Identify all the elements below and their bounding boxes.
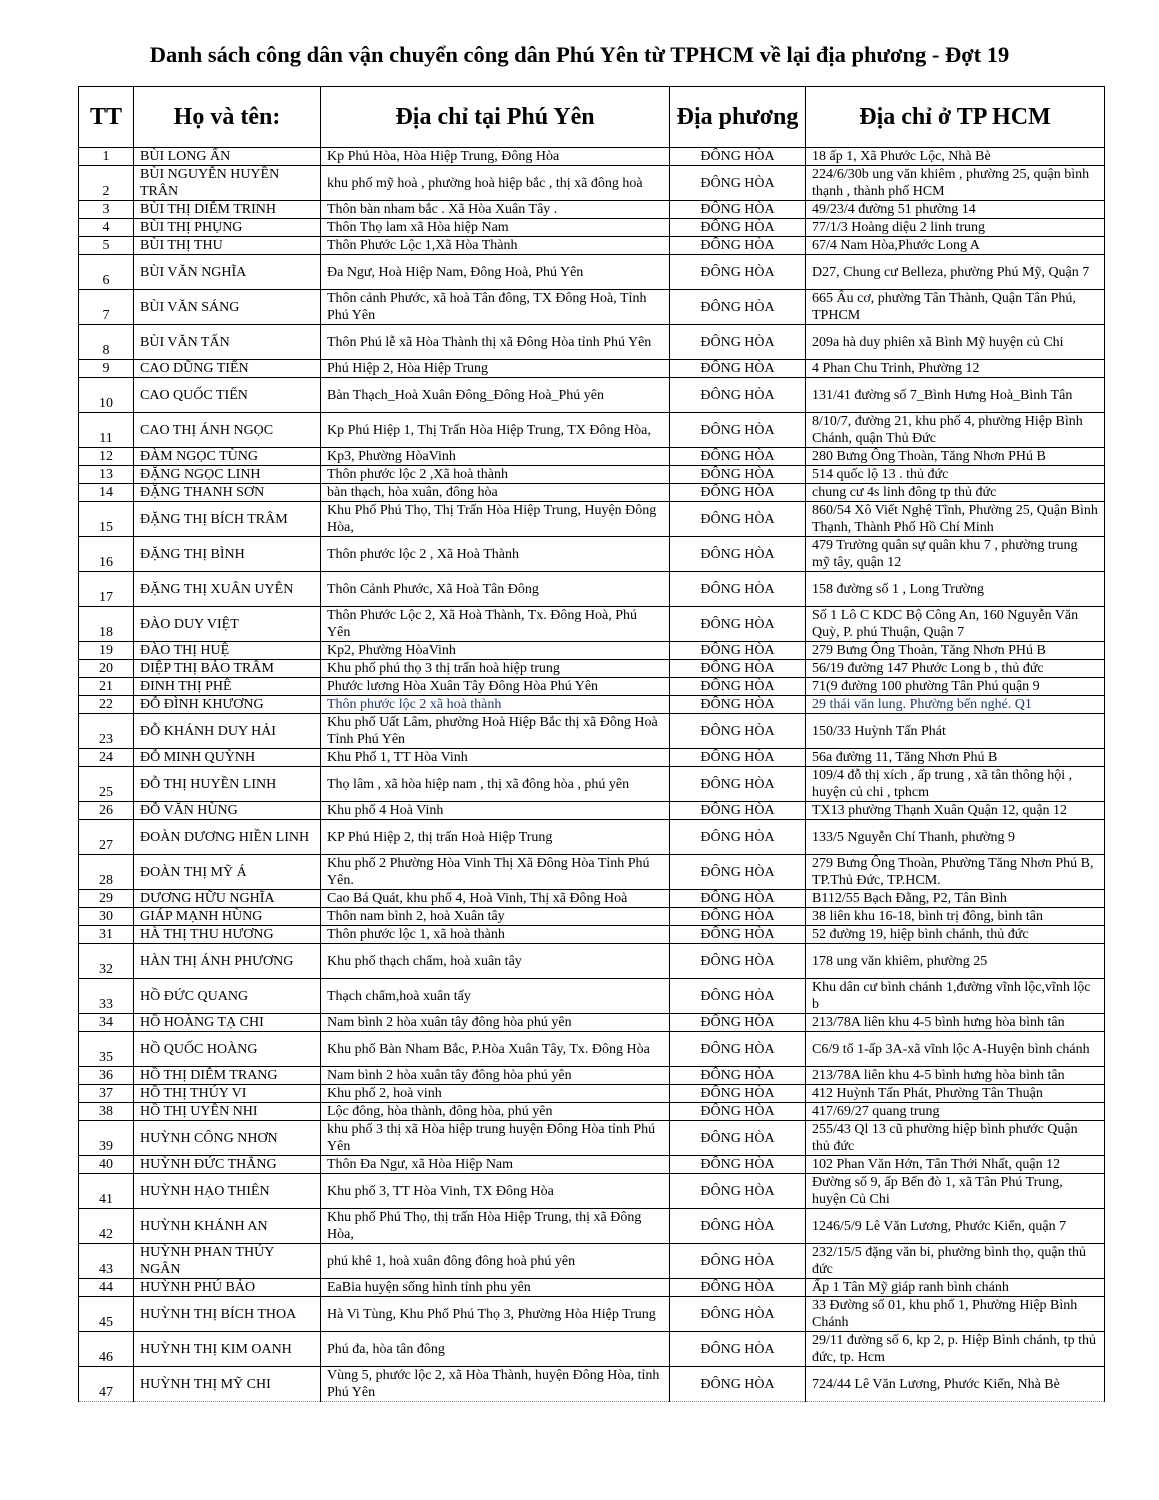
phu-yen-address: Khu phố 4 Hoà Vinh [321,802,670,820]
locality: ĐÔNG HÒA [670,413,806,448]
hcm-address: 213/78A liên khu 4-5 bình hưng hòa bình tân [806,1067,1105,1085]
table-row [79,944,1105,979]
row-number: 21 [79,678,134,696]
table-row [79,1085,1105,1103]
phu-yen-address: Khu phố Phú Thọ, thị trấn Hòa Hiệp Trung, thị xã Đông Hòa, [321,1209,670,1244]
phu-yen-address: Bàn Thạch_Hoà Xuân Đông_Đông Hoà_Phú yên [321,378,670,413]
hcm-address: 724/44 Lê Văn Lương, Phước Kiển, Nhà Bè [806,1367,1105,1402]
phu-yen-address: Thôn Phước Lộc 1,Xã Hòa Thành [321,237,670,255]
hcm-address: D27, Chung cư Belleza, phường Phú Mỹ, Quận 7 [806,255,1105,290]
row-number: 46 [79,1332,134,1367]
locality: ĐÔNG HÒA [670,290,806,325]
hcm-address: 52 đường 19, hiệp bình chánh, thủ đức [806,926,1105,944]
locality: ĐÔNG HÒA [670,749,806,767]
phu-yen-address: khu phố mỹ hoà , phường hoà hiệp bắc , thị xã đông hoà [321,166,670,201]
locality: ĐÔNG HÒA [670,607,806,642]
citizen-name: ĐÀO THỊ HUỆ [134,642,321,660]
citizen-name: HUỲNH THỊ MỸ CHI [134,1367,321,1402]
citizen-name: HUỲNH HẠO THIÊN [134,1174,321,1209]
table-row [79,537,1105,572]
row-number: 38 [79,1103,134,1121]
hcm-address: 67/4 Nam Hòa,Phước Long A [806,237,1105,255]
table-row [79,979,1105,1014]
locality: ĐÔNG HÒA [670,1297,806,1332]
table-row [79,1067,1105,1085]
table-row [79,201,1105,219]
locality: ĐÔNG HÒA [670,642,806,660]
hcm-address: 109/4 đỗ thị xích , ấp trung , xã tân thông hội , huyện củ chi , tphcm [806,767,1105,802]
phu-yen-address: Khu phố thạch chẩm, hoà xuân tây [321,944,670,979]
header-locality: Địa phương [670,87,806,148]
locality: ĐÔNG HÒA [670,1014,806,1032]
row-number: 15 [79,502,134,537]
citizen-name: ĐẶNG THỊ BÌNH [134,537,321,572]
hcm-address: 102 Phan Văn Hớn, Tân Thới Nhất, quận 12 [806,1156,1105,1174]
phu-yen-address: KP Phú Hiệp 2, thị trấn Hoà Hiệp Trung [321,820,670,855]
hcm-address: 18 ấp 1, Xã Phước Lộc, Nhà Bè [806,148,1105,166]
phu-yen-address: Phước lương Hòa Xuân Tây Đông Hòa Phú Yên [321,678,670,696]
hcm-address: 131/41 đường số 7_Bình Hưng Hoà_Bình Tân [806,378,1105,413]
phu-yen-address: Đa Ngư, Hoà Hiệp Nam, Đông Hoà, Phú Yên [321,255,670,290]
citizen-name: HUỲNH THỊ KIM OANH [134,1332,321,1367]
row-number: 47 [79,1367,134,1402]
locality: ĐÔNG HÒA [670,237,806,255]
citizen-name: ĐẶNG NGỌC LINH [134,466,321,484]
locality: ĐÔNG HÒA [670,1367,806,1402]
hcm-address: 29 thái văn lung. Phường bến nghé. Q1 [806,696,1105,714]
table-row [79,802,1105,820]
citizen-name: ĐỖ ĐÌNH KHƯƠNG [134,696,321,714]
citizen-name: HỒ THỊ UYÊN NHI [134,1103,321,1121]
hcm-address: 77/1/3 Hoàng diệu 2 linh trung [806,219,1105,237]
row-number: 3 [79,201,134,219]
citizen-name: BÙI VĂN TẤN [134,325,321,360]
row-number: 42 [79,1209,134,1244]
phu-yen-address: Thôn Cảnh Phước, Xã Hoà Tân Đông [321,572,670,607]
citizen-name: BÙI THỊ PHỤNG [134,219,321,237]
citizen-name: CAO QUỐC TIẾN [134,378,321,413]
hcm-address: B112/55 Bạch Đằng, P2, Tân Bình [806,890,1105,908]
row-number: 19 [79,642,134,660]
table-row [79,466,1105,484]
table-row [79,1332,1105,1367]
citizen-name: HUỲNH PHÚ BẢO [134,1279,321,1297]
hcm-address: 232/15/5 đặng văn bi, phường bình thọ, quận thủ đức [806,1244,1105,1279]
citizen-name: HUỲNH PHAN THÚY NGÂN [134,1244,321,1279]
hcm-address: 280 Bưng Ông Thoàn, Tăng Nhơn PHú B [806,448,1105,466]
hcm-address: 4 Phan Chu Trinh, Phường 12 [806,360,1105,378]
table-row [79,1279,1105,1297]
table-row [79,1297,1105,1332]
citizen-name: ĐỖ KHÁNH DUY HẢI [134,714,321,749]
hcm-address: Đường số 9, ấp Bến đò 1, xã Tân Phú Trung, huyện Củ Chi [806,1174,1105,1209]
hcm-address: 479 Trường quân sự quân khu 7 , phường trung mỹ tây, quận 12 [806,537,1105,572]
citizen-name: GIÁP MẠNH HÙNG [134,908,321,926]
phu-yen-address: Phú đa, hòa tân đông [321,1332,670,1367]
phu-yen-address: Thôn phước lộc 2 xã hoà thành [321,696,670,714]
table-row [79,1209,1105,1244]
hcm-address: 133/5 Nguyễn Chí Thanh, phường 9 [806,820,1105,855]
table-row [79,767,1105,802]
table-row [79,660,1105,678]
citizen-name: BÙI VĂN NGHĨA [134,255,321,290]
hcm-address: 1246/5/9 Lê Văn Lương, Phước Kiển, quận 7 [806,1209,1105,1244]
table-row [79,714,1105,749]
table-row [79,1032,1105,1067]
citizen-name: ĐẶNG THỊ BÍCH TRÂM [134,502,321,537]
row-number: 20 [79,660,134,678]
hcm-address: 38 liên khu 16-18, bình trị đông, bình tân [806,908,1105,926]
row-number: 22 [79,696,134,714]
locality: ĐÔNG HÒA [670,890,806,908]
row-number: 13 [79,466,134,484]
hcm-address: C6/9 tổ 1-ấp 3A-xã vĩnh lộc A-Huyện bình chánh [806,1032,1105,1067]
row-number: 10 [79,378,134,413]
phu-yen-address: Thôn nam bình 2, hoà Xuân tây [321,908,670,926]
table-row [79,820,1105,855]
citizen-name: ĐẶNG THANH SƠN [134,484,321,502]
citizen-name: BÙI NGUYỄN HUYỀN TRÂN [134,166,321,201]
page-title: Danh sách công dân vận chuyển công dân Phú Yên từ TPHCM về lại địa phương - Đợt 19 [149,42,1010,67]
citizen-name: ĐÀM NGỌC TÙNG [134,448,321,466]
row-number: 29 [79,890,134,908]
locality: ĐÔNG HÒA [670,908,806,926]
phu-yen-address: khu phố 3 thị xã Hòa hiệp trung huyện Đông Hòa tỉnh Phú Yên [321,1121,670,1156]
row-number: 1 [79,148,134,166]
table-row [79,360,1105,378]
phu-yen-address: Cao Bá Quát, khu phố 4, Hoà Vinh, Thị xã Đông Hoà [321,890,670,908]
citizen-name: ĐỖ MINH QUỲNH [134,749,321,767]
phu-yen-address: phú khê 1, hoà xuân đông đông hoà phú yên [321,1244,670,1279]
locality: ĐÔNG HÒA [670,484,806,502]
phu-yen-address: Khu phố 2, hoà vinh [321,1085,670,1103]
locality: ĐÔNG HÒA [670,979,806,1014]
row-number: 39 [79,1121,134,1156]
locality: ĐÔNG HÒA [670,1032,806,1067]
row-number: 34 [79,1014,134,1032]
phu-yen-address: Kp3, Phường HòaVinh [321,448,670,466]
table-row [79,290,1105,325]
locality: ĐÔNG HÒA [670,378,806,413]
hcm-address: 29/11 đường số 6, kp 2, p. Hiệp Bình chánh, tp thủ đức, tp. Hcm [806,1332,1105,1367]
locality: ĐÔNG HÒA [670,148,806,166]
table-row [79,166,1105,201]
phu-yen-address: Thôn bàn nham bắc . Xã Hòa Xuân Tây . [321,201,670,219]
citizen-name: BÙI VĂN SÁNG [134,290,321,325]
hcm-address: chung cư 4s linh đông tp thủ đức [806,484,1105,502]
phu-yen-address: Nam bình 2 hòa xuân tây đông hòa phú yên [321,1067,670,1085]
locality: ĐÔNG HÒA [670,201,806,219]
header-address: Địa chỉ tại Phú Yên [321,87,670,148]
table-row [79,908,1105,926]
citizen-name: ĐOÀN THỊ MỸ Á [134,855,321,890]
row-number: 25 [79,767,134,802]
phu-yen-address: Phú Hiệp 2, Hòa Hiệp Trung [321,360,670,378]
citizen-name: HỒ QUỐC HOÀNG [134,1032,321,1067]
locality: ĐÔNG HÒA [670,325,806,360]
citizen-name: ĐINH THỊ PHÊ [134,678,321,696]
hcm-address: 49/23/4 đường 51 phường 14 [806,201,1105,219]
locality: ĐÔNG HÒA [670,1103,806,1121]
hcm-address: 279 Bưng Ông Thoàn, Phường Tăng Nhơn Phú B, TP.Thủ Đức, TP.HCM. [806,855,1105,890]
locality: ĐÔNG HÒA [670,572,806,607]
row-number: 12 [79,448,134,466]
table-row [79,855,1105,890]
phu-yen-address: Thạch chẩm,hoà xuân tấy [321,979,670,1014]
hcm-address: 255/43 Ql 13 cũ phường hiệp bình phước Quận thủ đức [806,1121,1105,1156]
row-number: 37 [79,1085,134,1103]
locality: ĐÔNG HÒA [670,166,806,201]
row-number: 45 [79,1297,134,1332]
row-number: 14 [79,484,134,502]
citizen-name: DƯƠNG HỮU NGHĨA [134,890,321,908]
row-number: 9 [79,360,134,378]
table-row [79,1014,1105,1032]
phu-yen-address: Thôn phước lộc 1, xã hoà thành [321,926,670,944]
row-number: 27 [79,820,134,855]
locality: ĐÔNG HÒA [670,696,806,714]
phu-yen-address: EaBia huyện sống hình tỉnh phu yên [321,1279,670,1297]
table-row [79,484,1105,502]
row-number: 24 [79,749,134,767]
citizen-name: HUỲNH KHÁNH AN [134,1209,321,1244]
table-row [79,926,1105,944]
hcm-address: 178 ung văn khiêm, phường 25 [806,944,1105,979]
locality: ĐÔNG HÒA [670,1244,806,1279]
phu-yen-address: Thôn cảnh Phước, xã hoà Tân đông, TX Đông Hoà, Tỉnh Phú Yên [321,290,670,325]
citizen-name: HUỲNH ĐỨC THẮNG [134,1156,321,1174]
table-row [79,678,1105,696]
hcm-address: 8/10/7, đường 21, khu phố 4, phường Hiệp Bình Chánh, quận Thủ Đức [806,413,1105,448]
hcm-address: Số 1 Lô C KDC Bộ Công An, 160 Nguyễn Văn Quỳ, P. phú Thuận, Quận 7 [806,607,1105,642]
citizen-name: HÀ THỊ THU HƯƠNG [134,926,321,944]
hcm-address: TX13 phường Thạnh Xuân Quận 12, quận 12 [806,802,1105,820]
phu-yen-address: Khu Phố 1, TT Hòa Vinh [321,749,670,767]
table-row [79,413,1105,448]
phu-yen-address: Khu Phố Phú Thọ, Thị Trấn Hòa Hiệp Trung, Huyện Đông Hòa, [321,502,670,537]
hcm-address: 150/33 Huỳnh Tấn Phát [806,714,1105,749]
locality: ĐÔNG HÒA [670,767,806,802]
table-row [79,1121,1105,1156]
row-number: 4 [79,219,134,237]
row-number: 17 [79,572,134,607]
phu-yen-address: Lộc đông, hòa thành, đông hòa, phú yên [321,1103,670,1121]
citizen-name: CAO THỊ ÁNH NGỌC [134,413,321,448]
table-row [79,1103,1105,1121]
citizen-name: CAO DŨNG TIẾN [134,360,321,378]
phu-yen-address: Khu phố 3, TT Hòa Vinh, TX Đông Hòa [321,1174,670,1209]
row-number: 32 [79,944,134,979]
locality: ĐÔNG HÒA [670,1332,806,1367]
locality: ĐÔNG HÒA [670,466,806,484]
row-number: 31 [79,926,134,944]
table-body [79,148,1105,1402]
phu-yen-address: Kp Phú Hiệp 1, Thị Trấn Hòa Hiệp Trung, TX Đông Hòa, [321,413,670,448]
table-row [79,696,1105,714]
row-number: 7 [79,290,134,325]
locality: ĐÔNG HÒA [670,537,806,572]
row-number: 6 [79,255,134,290]
locality: ĐÔNG HÒA [670,714,806,749]
citizen-name: HÀN THỊ ÁNH PHƯƠNG [134,944,321,979]
citizen-name: ĐOÀN DƯƠNG HIỀN LINH [134,820,321,855]
locality: ĐÔNG HÒA [670,219,806,237]
table-row [79,890,1105,908]
citizen-name: ĐỖ THỊ HUYỀN LINH [134,767,321,802]
hcm-address: 514 quốc lộ 13 . thủ đức [806,466,1105,484]
phu-yen-address: Hà Vi Tùng, Khu Phố Phú Thọ 3, Phường Hòa Hiệp Trung [321,1297,670,1332]
locality: ĐÔNG HÒA [670,660,806,678]
hcm-address: 56a đường 11, Tăng Nhơn Phú B [806,749,1105,767]
locality: ĐÔNG HÒA [670,944,806,979]
hcm-address: Khu dân cư bình chánh 1,đường vĩnh lộc,vĩnh lộc b [806,979,1105,1014]
phu-yen-address: Nam bình 2 hòa xuân tây đông hòa phú yên [321,1014,670,1032]
row-number: 2 [79,166,134,201]
locality: ĐÔNG HÒA [670,1156,806,1174]
hcm-address: 213/78A liên khu 4-5 bình hưng hòa bình tân [806,1014,1105,1032]
citizen-table [78,86,1105,1402]
phu-yen-address: Thôn phước lộc 2 , Xã Hoà Thành [321,537,670,572]
row-number: 28 [79,855,134,890]
row-number: 26 [79,802,134,820]
row-number: 16 [79,537,134,572]
citizen-name: ĐÀO DUY VIỆT [134,607,321,642]
phu-yen-address: Khu phố phú thọ 3 thị trấn hoà hiệp trung [321,660,670,678]
citizen-name: HỒ HOÀNG TẠ CHI [134,1014,321,1032]
row-number: 23 [79,714,134,749]
citizen-name: HỒ THỊ THÚY VI [134,1085,321,1103]
hcm-address: 56/19 đường 147 Phước Long b , thủ đức [806,660,1105,678]
row-number: 36 [79,1067,134,1085]
header-hcm-address: Địa chỉ ở TP HCM [806,87,1105,148]
hcm-address: 417/69/27 quang trung [806,1103,1105,1121]
table-row [79,642,1105,660]
table-row [79,448,1105,466]
row-number: 40 [79,1156,134,1174]
row-number: 41 [79,1174,134,1209]
row-number: 44 [79,1279,134,1297]
hcm-address: 412 Huỳnh Tấn Phát, Phường Tân Thuận [806,1085,1105,1103]
citizen-name: BÙI THỊ DIỄM TRINH [134,201,321,219]
row-number: 35 [79,1032,134,1067]
locality: ĐÔNG HÒA [670,1085,806,1103]
table-row [79,325,1105,360]
phu-yen-address: Thôn Phú lễ xã Hòa Thành thị xã Đông Hòa tỉnh Phú Yên [321,325,670,360]
hcm-address: Ấp 1 Tân Mỹ giáp ranh bình chánh [806,1279,1105,1297]
locality: ĐÔNG HÒA [670,502,806,537]
hcm-address: 279 Bưng Ông Thoàn, Tăng Nhơn PHú B [806,642,1105,660]
table-row [79,219,1105,237]
locality: ĐÔNG HÒA [670,1279,806,1297]
hcm-address: 209a hà duy phiên xã Bình Mỹ huyện củ Chi [806,325,1105,360]
phu-yen-address: Thôn Thọ lam xã Hòa hiệp Nam [321,219,670,237]
citizen-name: HỒ THỊ DIỄM TRANG [134,1067,321,1085]
row-number: 43 [79,1244,134,1279]
hcm-address: 158 đường số 1 , Long Trường [806,572,1105,607]
phu-yen-address: Thọ lâm , xã hòa hiệp nam , thị xã đông hòa , phú yên [321,767,670,802]
phu-yen-address: Khu phố Uất Lâm, phường Hoà Hiệp Bắc thị xã Đông Hoà Tỉnh Phú Yên [321,714,670,749]
table-row [79,1174,1105,1209]
phu-yen-address: Thôn Đa Ngư, xã Hòa Hiệp Nam [321,1156,670,1174]
table-header-row [79,87,1105,148]
locality: ĐÔNG HÒA [670,1174,806,1209]
row-number: 8 [79,325,134,360]
citizen-name: ĐẶNG THỊ XUÂN UYÊN [134,572,321,607]
locality: ĐÔNG HÒA [670,1121,806,1156]
locality: ĐÔNG HÒA [670,255,806,290]
hcm-address: 224/6/30b ung văn khiêm , phường 25, quận bình thạnh , thành phố HCM [806,166,1105,201]
table-row [79,1244,1105,1279]
phu-yen-address: Thôn Phước Lộc 2, Xã Hoà Thành, Tx. Đông Hoà, Phú Yên [321,607,670,642]
table-row [79,148,1105,166]
hcm-address: 71(9 đường 100 phường Tân Phú quận 9 [806,678,1105,696]
phu-yen-address: Vùng 5, phước lộc 2, xã Hòa Thành, huyện Đông Hòa, tỉnh Phú Yên [321,1367,670,1402]
row-number: 11 [79,413,134,448]
phu-yen-address: bàn thạch, hòa xuân, đông hòa [321,484,670,502]
locality: ĐÔNG HÒA [670,1209,806,1244]
citizen-name: DIỆP THỊ BẢO TRÂM [134,660,321,678]
hcm-address: 33 Đường số 01, khu phố 1, Phường Hiệp Bình Chánh [806,1297,1105,1332]
citizen-name: BÙI LONG ẨN [134,148,321,166]
row-number: 18 [79,607,134,642]
phu-yen-address: Kp Phú Hòa, Hòa Hiệp Trung, Đông Hòa [321,148,670,166]
table-row [79,607,1105,642]
hcm-address: 665 Âu cơ, phường Tân Thành, Quận Tân Phú, TPHCM [806,290,1105,325]
citizen-name: HUỲNH THỊ BÍCH THOA [134,1297,321,1332]
row-number: 30 [79,908,134,926]
phu-yen-address: Khu phố Bàn Nham Bắc, P.Hòa Xuân Tây, Tx. Đông Hòa [321,1032,670,1067]
row-number: 33 [79,979,134,1014]
table-row [79,749,1105,767]
locality: ĐÔNG HÒA [670,678,806,696]
table-row [79,572,1105,607]
citizen-name: HUỲNH CÔNG NHƠN [134,1121,321,1156]
locality: ĐÔNG HÒA [670,448,806,466]
table-row [79,502,1105,537]
locality: ĐÔNG HÒA [670,820,806,855]
locality: ĐÔNG HÒA [670,926,806,944]
hcm-address: 860/54 Xô Viết Nghệ Tĩnh, Phường 25, Quận Bình Thạnh, Thành Phố Hồ Chí Minh [806,502,1105,537]
table-row [79,1367,1105,1402]
header-tt: TT [79,87,134,148]
phu-yen-address: Thôn phước lộc 2 ,Xã hoà thành [321,466,670,484]
locality: ĐÔNG HÒA [670,1067,806,1085]
locality: ĐÔNG HÒA [670,360,806,378]
citizen-name: BÙI THỊ THU [134,237,321,255]
locality: ĐÔNG HÒA [670,802,806,820]
table-row [79,378,1105,413]
table-row [79,255,1105,290]
row-number: 5 [79,237,134,255]
header-name: Họ và tên: [134,87,321,148]
locality: ĐÔNG HÒA [670,855,806,890]
phu-yen-address: Kp2, Phường HòaVinh [321,642,670,660]
citizen-name: ĐỖ VĂN HÙNG [134,802,321,820]
table-row [79,1156,1105,1174]
citizen-name: HỒ ĐỨC QUANG [134,979,321,1014]
table-row [79,237,1105,255]
phu-yen-address: Khu phố 2 Phường Hòa Vinh Thị Xã Đông Hòa Tỉnh Phú Yên. [321,855,670,890]
